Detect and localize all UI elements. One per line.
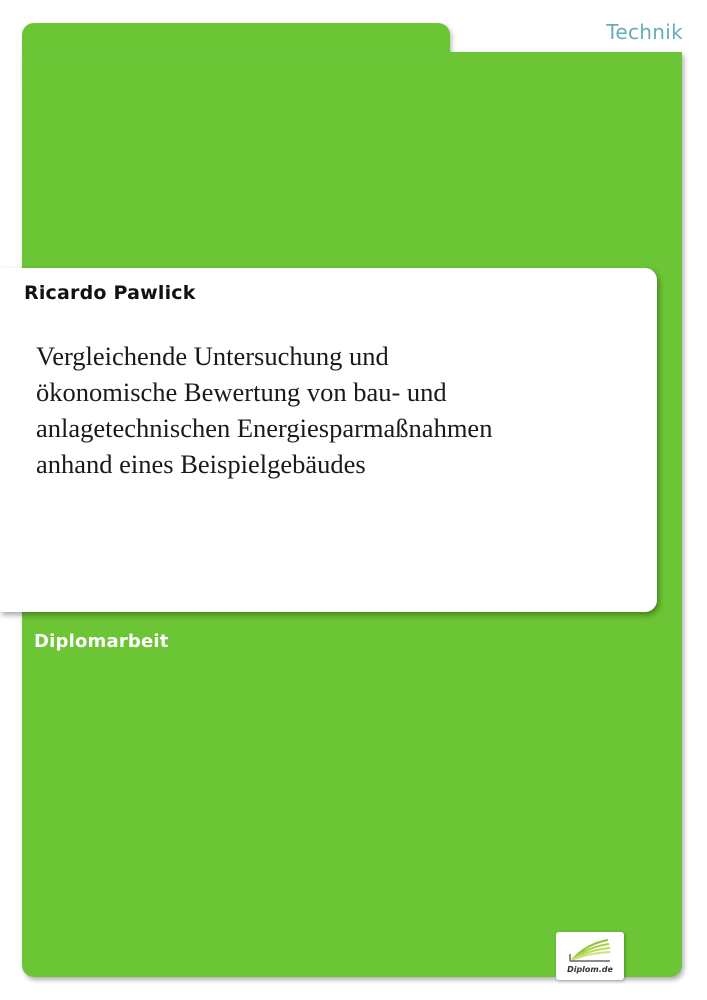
title-line: anhand eines Beispielgebäudes: [36, 449, 366, 479]
publisher-logo-text: Diplom.de: [567, 965, 613, 974]
title-line: ökonomische Bewertung von bau- und: [36, 377, 447, 407]
title-panel: [0, 268, 657, 612]
book-title: [36, 338, 636, 482]
publisher-logo: [556, 932, 624, 980]
book-pages-icon: [566, 936, 614, 964]
cover-green-joint: [22, 52, 450, 92]
category-label: Technik: [606, 20, 683, 44]
author-name: Ricardo Pawlick: [24, 282, 196, 304]
title-line: Vergleichende Untersuchung und: [36, 341, 389, 371]
document-type: Diplomarbeit: [34, 631, 169, 652]
title-line: anlagetechnischen Energiesparmaßnahmen: [36, 413, 493, 443]
